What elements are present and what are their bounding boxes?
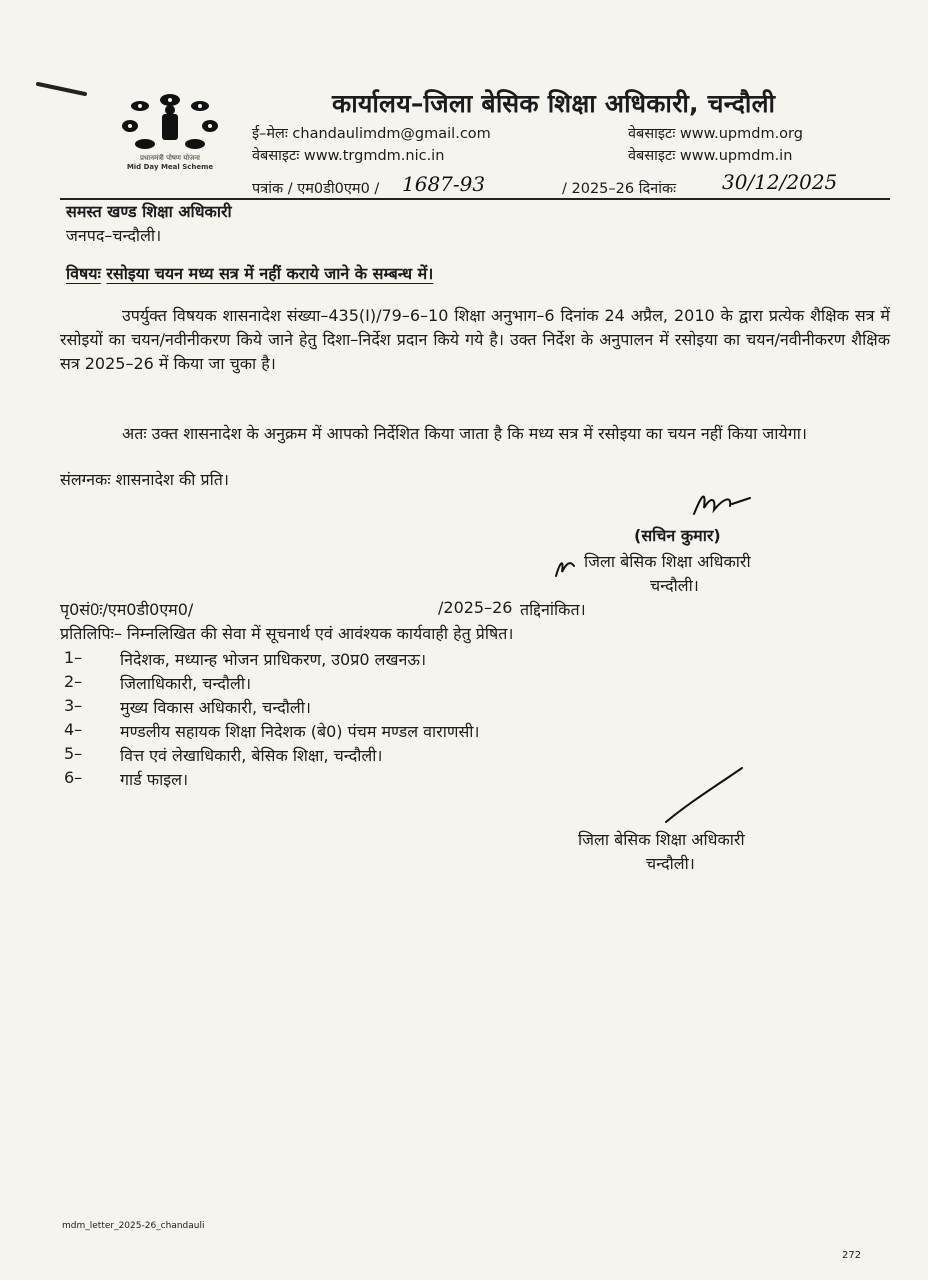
subject-label: विषयः: [66, 264, 101, 283]
website-right-1: वेबसाइटः www.upmdm.org: [628, 126, 803, 142]
copy-item: जिलाधिकारी, चन्दौली।: [120, 674, 252, 693]
copy-num: 1–: [64, 648, 83, 667]
logo-caption-hindi: प्रधानमंत्री पोषण योजना: [140, 154, 200, 162]
signature-mark: [688, 484, 768, 520]
website-right-2: वेबसाइटः www.upmdm.in: [628, 148, 793, 164]
signatory-place: चन्दौली।: [650, 576, 699, 595]
subject-text: रसोइया चयन मध्य सत्र में नहीं कराये जाने के सम्बन्ध में।: [106, 264, 434, 283]
logo-caption-english: Mid Day Meal Scheme: [126, 163, 214, 171]
signatory-name: (सचिन कुमार): [634, 526, 721, 545]
reference-number: 1687-93: [402, 172, 486, 196]
mdm-emblem-icon: [110, 90, 230, 154]
addressee-line-2: जनपद–चन्दौली।: [66, 226, 162, 245]
email-line: ई–मेलः chandaulimdm@gmail.com: [252, 126, 491, 142]
copy-item: निदेशक, मध्यान्ह भोजन प्राधिकरण, उ0प्र0 लखनऊ।: [120, 650, 427, 669]
page-number: 272: [842, 1250, 862, 1261]
letter-date: 30/12/2025: [722, 170, 838, 194]
office-title: कार्यालय–जिला बेसिक शिक्षा अधिकारी, चन्दौली: [332, 89, 776, 118]
copy-num: 3–: [64, 696, 83, 715]
signatory2-place: चन्दौली।: [646, 854, 695, 873]
copy-item: मण्डलीय सहायक शिक्षा निदेशक (बे0) पंचम मण्डल वाराणसी।: [120, 722, 480, 741]
signatory-designation: जिला बेसिक शिक्षा अधिकारी: [584, 552, 751, 571]
copy-num: 2–: [64, 672, 83, 691]
session-date-label: / 2025–26 दिनांकः: [562, 181, 677, 197]
copy-item: गार्ड फाइल।: [120, 770, 189, 789]
body-paragraph-1: उपर्युक्त विषयक शासनादेश संख्या–435(I)/79–6–10 शिक्षा अनुभाग–6 दिनांक 24 अप्रैल, 2010 के द्वारा प्रत्येक शैक्षिक सत्र में रसोइयों का चयन/नवीनीकरण किये जाने हेतु दिशा–निर्देश प्रदान किये गये है। उक्त निर्देश के अनुपालन में रसोइया का चयन/नवीनीकरण शैक्षिक सत्र 2025–26 में किया जा चुका है।: [60, 306, 890, 373]
enclosure-line: संलग्नकः शासनादेश की प्रति।: [60, 470, 229, 489]
website-left: वेबसाइटः www.trgmdm.nic.in: [252, 148, 445, 164]
copy-ref-session: /2025–26: [438, 598, 513, 617]
body-paragraph-2: अतः उक्त शासनादेश के अनुक्रम में आपको निर्देशित किया जाता है कि मध्य सत्र में रसोइया का चयन नहीं किया जायेगा।: [122, 424, 807, 443]
scan-mark: [30, 70, 90, 100]
copy-num: 5–: [64, 744, 83, 763]
copy-ref-date: तद्दिनांकित।: [520, 600, 586, 619]
copy-intro: प्रतिलिपिः– निम्नलिखित की सेवा में सूचनार्थ एवं आवंश्यक कार्यवाही हेतु प्रेषित।: [60, 624, 514, 643]
copy-num: 6–: [64, 768, 83, 787]
footer-filename: mdm_letter_2025-26_chandauli: [62, 1221, 205, 1231]
copy-ref-label: पृ0सं0ः/एम0डी0एम0/: [60, 600, 194, 619]
addressee-line-1: समस्त खण्ड शिक्षा अधिकारी: [66, 202, 232, 221]
initial-mark: [552, 552, 582, 580]
reference-label: पत्रांक / एम0डी0एम0 /: [252, 181, 380, 197]
copy-item: वित्त एवं लेखाधिकारी, बेसिक शिक्षा, चन्दौली।: [120, 746, 383, 765]
mdm-logo: [110, 90, 230, 180]
copy-item: मुख्य विकास अधिकारी, चन्दौली।: [120, 698, 311, 717]
signature-stroke-2: [660, 762, 750, 828]
signatory2-designation: जिला बेसिक शिक्षा अधिकारी: [578, 830, 745, 849]
copy-num: 4–: [64, 720, 83, 739]
